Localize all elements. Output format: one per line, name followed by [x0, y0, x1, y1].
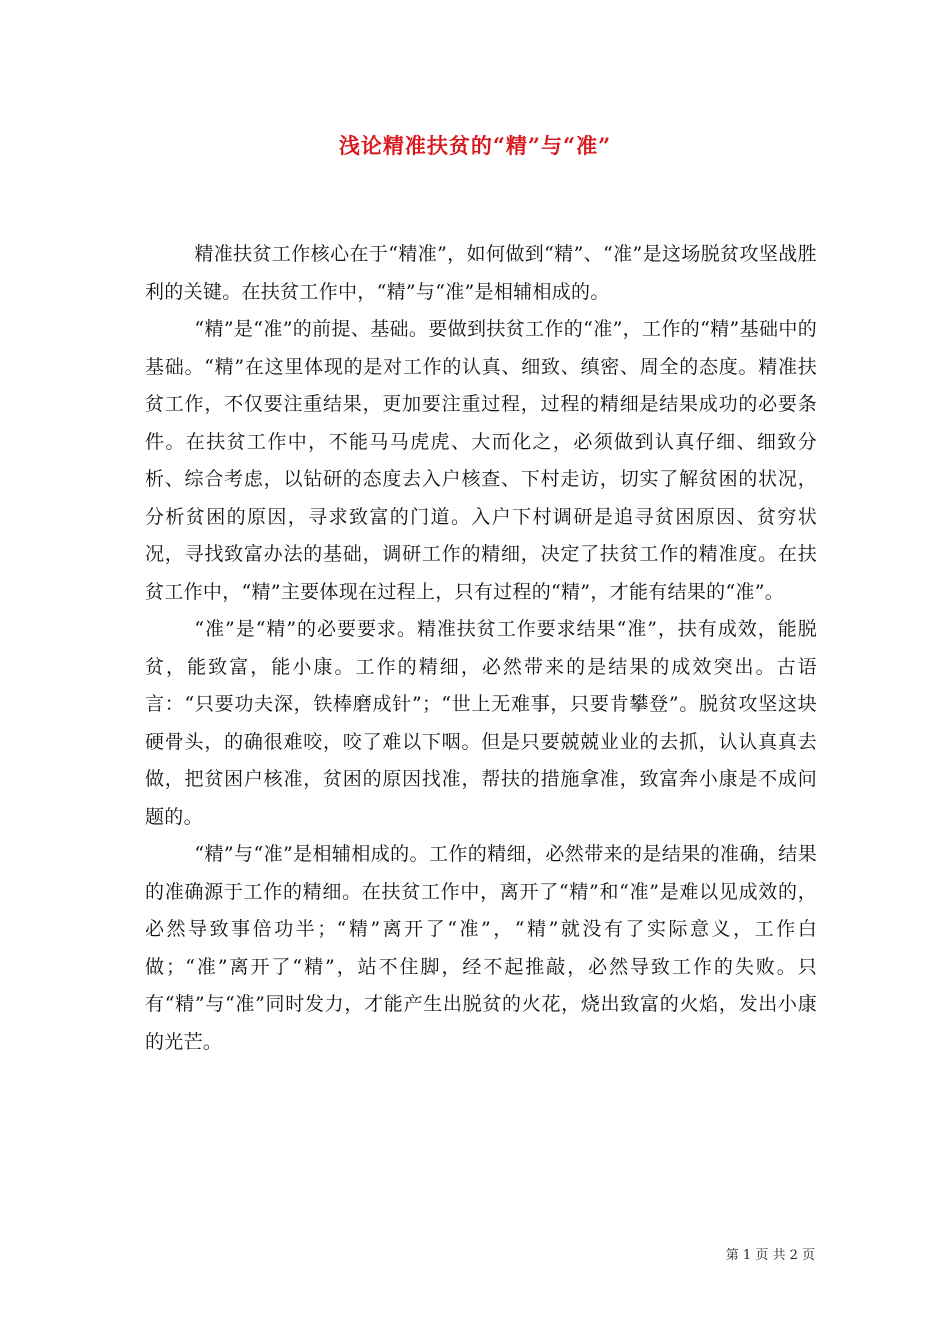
page-number: 第 1 页 共 2 页 [725, 1248, 815, 1263]
paragraph-jing: “精”是“准”的前提、基础。要做到扶贫工作的“准”，工作的“精”基础中的基础。“精”在这里体现的是对工作的认真、细致、缜密、周全的态度。精准扶贫工作，不仅要注重结果，更加要注重过程，过程的精细是结果成功的必要条件。在扶贫工作中，不能马马虎虎、大而化之，必须做到认真仔细、细致分析、综合考虑，以钻研的态度去入户核查、下村走访，切实了解贫困的状况，分析贫困的原因，寻求致富的门道。入户下村调研是追寻贫困原因、贫穷状况，寻找致富办法的基础，调研工作的精细，决定了扶贫工作的精准度。在扶贫工作中，“精”主要体现在过程上，只有过程的“精”，才能有结果的“准”。 [145, 318, 817, 603]
document-title: 浅论精准扶贫的“精”与“准” [338, 133, 612, 158]
paragraph-intro: 精准扶贫工作核心在于“精准”，如何做到“精”、“准”是这场脱贫攻坚战胜利的关键。在扶贫工作中，“精”与“准”是相辅相成的。 [145, 243, 817, 303]
paragraph-conclusion: “精”与“准”是相辅相成的。工作的精细，必然带来的是结果的准确，结果的准确源于工作的精细。在扶贫工作中，离开了“精”和“准”是难以见成效的，必然导致事倍功半；“精”离开了“准”，“精”就没有了实际意义，工作白做；“准”离开了“精”，站不住脚，经不起推敲，必然导致工作的失败。只有“精”与“准”同时发力，才能产生出脱贫的火花，烧出致富的火焰，发出小康的光芒。 [145, 843, 817, 1053]
document-body [145, 236, 817, 1061]
paragraph-zhun: “准”是“精”的必要要求。精准扶贫工作要求结果“准”，扶有成效，能脱贫，能致富，能小康。工作的精细，必然带来的是结果的成效突出。古语言：“只要功夫深，铁棒磨成针”；“世上无难事，只要肯攀登”。脱贫攻坚这块硬骨头，的确很难咬，咬了难以下咽。但是只要兢兢业业的去抓，认认真真去做，把贫困户核准，贫困的原因找准，帮扶的措施拿准，致富奔小康是不成问题的。 [145, 618, 817, 828]
